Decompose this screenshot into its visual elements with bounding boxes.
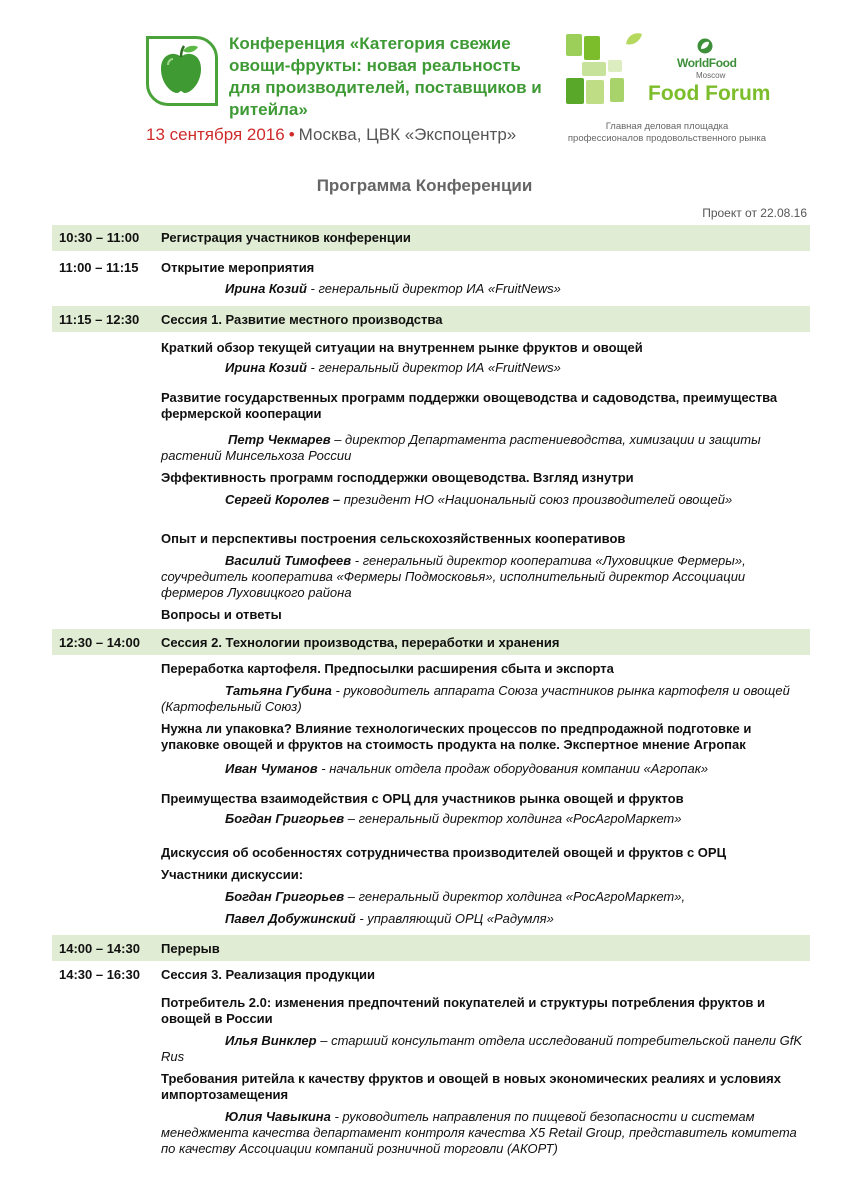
food-forum-title: Food Forum	[648, 82, 771, 105]
speaker	[161, 811, 791, 827]
apple-logo	[146, 36, 218, 106]
speaker	[161, 360, 791, 376]
speaker-name: Илья Винклер	[225, 1033, 317, 1048]
talk-item	[161, 1071, 801, 1103]
schedule-row-registration	[52, 225, 810, 251]
speaker-role: – директор Департамента растениеводства, химизации и защиты растений Минсельхоза России	[161, 432, 761, 463]
apple-icon	[155, 43, 207, 97]
talk-item	[161, 845, 811, 861]
food-forum-tagline: Главная деловая площадка профессионалов продовольственного рынка	[567, 121, 767, 144]
schedule-row-session-2	[52, 629, 810, 655]
speaker-name: Павел Добужинский	[225, 911, 356, 926]
talk-title: Требования ритейла к качеству фруктов и овощей в новых экономических реалиях и условиях импортозамещения	[161, 1071, 781, 1102]
date-venue	[146, 125, 516, 145]
talk-item	[161, 661, 811, 677]
conference-title: Конференция «Категория свежие овощи-фрукты: новая реальность для производителей, поставщиков и ритейла»	[229, 34, 542, 119]
speaker-role: – генеральный директор холдинга «РосАгроМаркет»	[344, 811, 682, 826]
speaker-name: Ирина Козий	[225, 360, 307, 375]
speaker-role: – старший консультант отдела исследований потребительской панели GfK Rus	[161, 1033, 803, 1064]
talk-title: Преимущества взаимодействия с ОРЦ для участников рынка овощей и фруктов	[161, 791, 684, 806]
talk-item	[161, 470, 811, 486]
talk-item	[161, 340, 811, 356]
speaker-name: Татьяна Губина	[225, 683, 332, 698]
talk-item	[161, 531, 811, 547]
schedule-row-session-1	[52, 306, 810, 332]
speaker-role: – генеральный директор холдинга «РосАгроМаркет»,	[344, 889, 686, 904]
event-venue: Москва, ЦВК «Экспоцентр»	[298, 125, 517, 144]
talk-item	[161, 607, 811, 623]
row-label: Регистрация участников конференции	[161, 230, 411, 245]
speaker	[161, 683, 811, 715]
talk-title: Опыт и перспективы построения сельскохозяйственных кооперативов	[161, 531, 626, 546]
worldfood-name: WorldFood	[677, 56, 737, 70]
speaker-role: - генеральный директор кооператива «Луховицкие Фермеры», соучредитель кооператива «Фермеры Подмосковья», исполнительный директор Ассоциации фермеров Луховицкого района	[161, 553, 746, 600]
row-label: Перерыв	[161, 941, 220, 956]
speaker-role: президент НО «Национальный союз производителей овощей»	[340, 492, 733, 507]
speaker-role: - начальник отдела продаж оборудования компании «Агропак»	[317, 761, 709, 776]
schedule-row-break	[52, 935, 810, 961]
speaker	[161, 553, 811, 601]
speaker	[161, 432, 791, 464]
speaker	[161, 761, 791, 777]
row-time: 11:15 – 12:30	[59, 312, 140, 327]
speaker-name: Василий Тимофеев	[225, 553, 352, 568]
speaker-name: Богдан Григорьев	[225, 811, 345, 826]
talk-item	[161, 721, 809, 753]
event-date: 13 сентября 2016	[146, 125, 285, 144]
row-label: Открытие мероприятия	[161, 260, 315, 275]
speaker-role: - управляющий ОРЦ «Радумля»	[355, 911, 554, 926]
talk-title: Развитие государственных программ поддержки овощеводства и садоводства, преимущества фермерской кооперации	[161, 390, 778, 421]
speaker	[161, 1033, 811, 1065]
talk-title: Краткий обзор текущей ситуации на внутреннем рынке фруктов и овощей	[161, 340, 643, 355]
talk-title: Вопросы и ответы	[161, 607, 282, 622]
speaker-name: Юлия Чавыкина	[225, 1109, 331, 1124]
speaker-role: - генеральный директор ИА «FruitNews»	[306, 281, 561, 296]
talk-title: Переработка картофеля. Предпосылки расширения сбыта и экспорта	[161, 661, 614, 676]
program-title: Программа Конференции	[316, 176, 533, 195]
talk-item	[161, 995, 781, 1027]
speaker-name: Иван Чуманов	[225, 761, 318, 776]
row-time: 11:00 – 11:15	[59, 260, 139, 275]
worldfood-city: Moscow	[696, 71, 726, 80]
speaker-name: Ирина Козий	[225, 281, 307, 296]
schedule-row-opening	[52, 251, 810, 277]
program-schedule	[52, 225, 810, 1157]
row-time: 14:30 – 16:30	[59, 967, 140, 982]
talk-item	[161, 867, 811, 883]
row-label: Сессия 3. Реализация продукции	[161, 967, 375, 982]
row-time: 10:30 – 11:00	[59, 230, 140, 245]
talk-title: Потребитель 2.0: изменения предпочтений покупателей и структуры потребления фруктов и овощей в России	[161, 995, 766, 1026]
leaf-icon	[697, 38, 713, 54]
row-time: 12:30 – 14:00	[59, 635, 140, 650]
speaker	[161, 911, 791, 927]
speaker-name: Петр Чекмарев	[228, 432, 331, 447]
page-header	[0, 0, 849, 160]
food-forum-logo	[566, 32, 650, 106]
speaker-name: Сергей Королев –	[225, 492, 341, 507]
speaker	[161, 1109, 801, 1157]
speaker-role: - руководитель направления по пищевой безопасности и системам менеджмента качества департамент контроля качества X5 Retail Group, представитель комитета по качеству Ассоциации компаний розничной торговли (АКОРТ)	[161, 1109, 797, 1156]
talk-item	[161, 791, 811, 807]
talk-title: Нужна ли упаковка? Влияние технологических процессов по предпродажной подготовке и упаковке овощей и фруктов на стоимость продукта на полке. Экспертное мнение Агропак	[161, 721, 752, 752]
schedule-row-session-3	[52, 961, 810, 987]
speaker-role: - генеральный директор ИА «FruitNews»	[306, 360, 561, 375]
speaker-name: Богдан Григорьев	[225, 889, 345, 904]
row-label: Сессия 1. Развитие местного производства	[161, 312, 443, 327]
row-time: 14:00 – 14:30	[59, 941, 140, 956]
talk-item	[161, 390, 811, 422]
talk-title: Дискуссия об особенностях сотрудничества производителей овощей и фруктов с ОРЦ	[161, 845, 727, 860]
discussion-participants-label: Участники дискуссии:	[161, 867, 304, 882]
bullet: •	[288, 125, 295, 144]
draft-date: Проект от 22.08.16	[702, 206, 807, 220]
speaker	[161, 281, 791, 297]
speaker-role: - руководитель аппарата Союза участников рынка картофеля и овощей (Картофельный Союз)	[161, 683, 790, 714]
talk-title: Эффективность программ господдержки овощеводства. Взгляд изнутри	[161, 470, 634, 485]
speaker	[161, 492, 811, 508]
speaker	[161, 889, 791, 905]
row-label: Сессия 2. Технологии производства, переработки и хранения	[161, 635, 560, 650]
